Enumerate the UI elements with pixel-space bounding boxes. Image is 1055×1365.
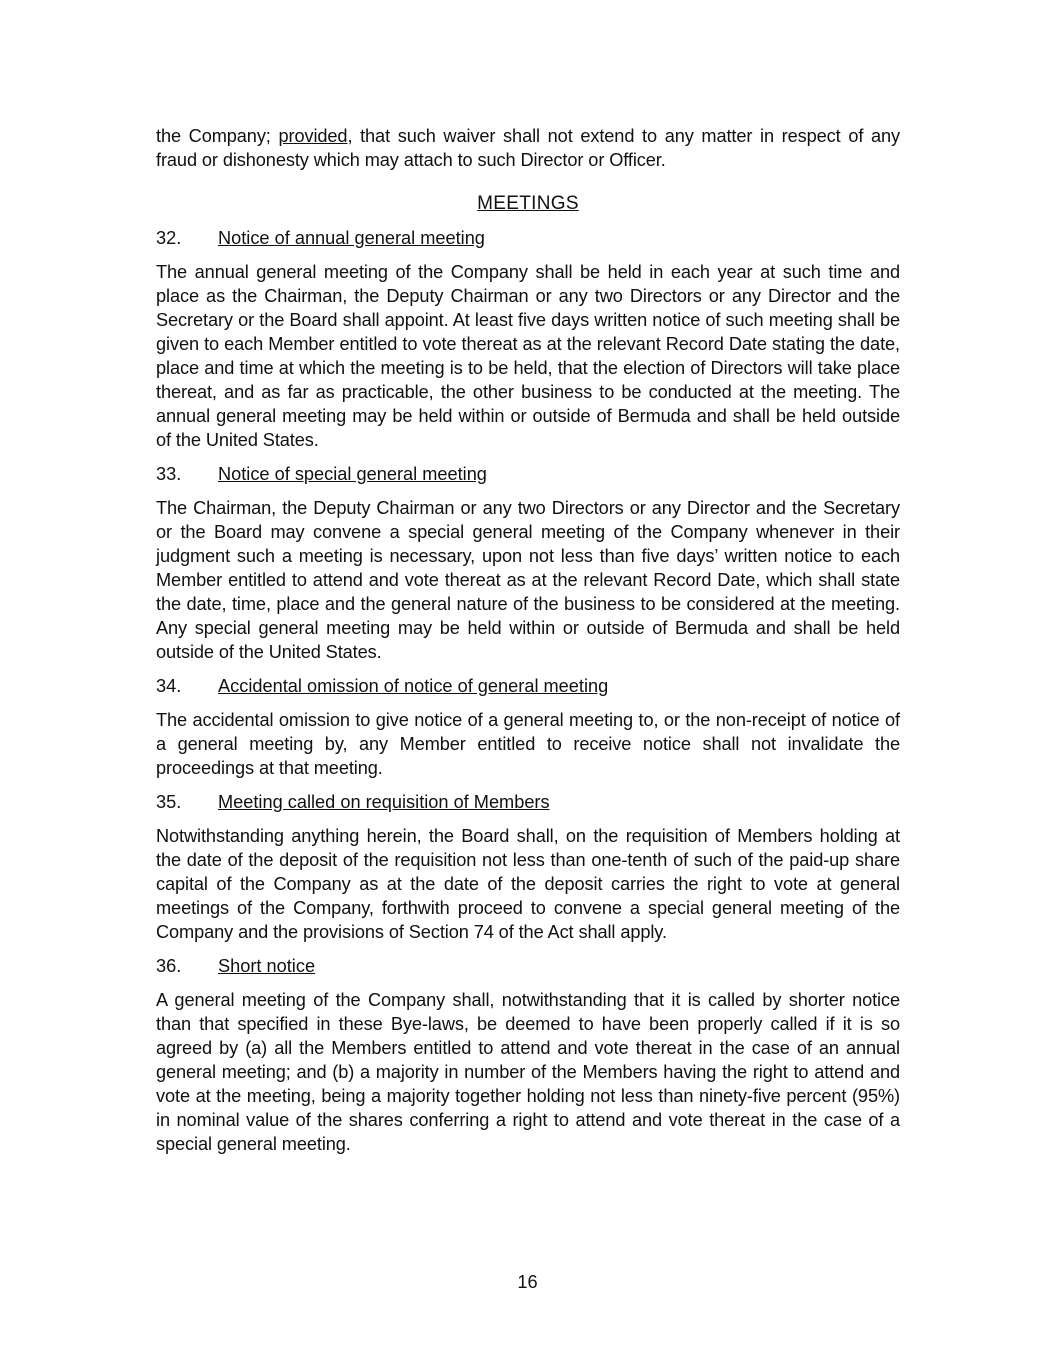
page-number: 16 (517, 1272, 538, 1292)
clause-35 (156, 790, 900, 944)
clause-title: Notice of special general meeting (218, 464, 487, 484)
clause-title: Notice of annual general meeting (218, 228, 485, 248)
intro-lead: the Company; (156, 126, 279, 146)
clause-32 (156, 226, 900, 452)
clause-header (156, 462, 900, 486)
document-page (156, 124, 900, 1166)
clause-title: Accidental omission of notice of general meeting (218, 676, 609, 696)
section-heading: MEETINGS (477, 193, 579, 214)
clause-body: The Chairman, the Deputy Chairman or any two Directors or any Director and the Secretary or the Board may convene a special general meeting of the Company whenever in their judgment such a meeting is necessary, upon not less than five days’ written notice to each Member entitled to attend and vote thereat as at the relevant Record Date, which shall state the date, time, place and the general nature of the business to be considered at the meeting. Any special general meeting may be held within or outside of Bermuda and shall be held outside of the United States. (156, 498, 900, 662)
intro-emphasis: provided (278, 126, 348, 146)
clause-body: Notwithstanding anything herein, the Board shall, on the requisition of Members holding at the date of the deposit of the requisition not less than one-tenth of such of the paid-up share capital of the Company as at the date of the deposit carries the right to vote at general meetings of the Company, forthwith proceed to convene a special general meeting of the Company and the provisions of Section 74 of the Act shall apply. (156, 826, 900, 942)
clause-header (156, 954, 900, 978)
clause-number: 34. (156, 676, 182, 696)
clause-header (156, 226, 900, 250)
clause-number: 36. (156, 956, 182, 976)
clause-number: 32. (156, 228, 182, 248)
clause-body: A general meeting of the Company shall, notwithstanding that it is called by shorter notice than that specified in these Bye-laws, be deemed to have been properly called if it is so agreed by (a) all the Members entitled to attend and vote thereat in the case of an annual general meeting; and (b) a majority in number of the Members having the right to attend and vote at the meeting, being a majority together holding not less than ninety-five percent (95%) in nominal value of the shares conferring a right to attend and vote thereat in the case of a special general meeting. (156, 990, 900, 1154)
clause-34 (156, 674, 900, 780)
intro-paragraph (156, 124, 900, 172)
clause-number: 35. (156, 792, 182, 812)
clause-number: 33. (156, 464, 182, 484)
clause-body: The accidental omission to give notice of a general meeting to, or the non-receipt of notice of a general meeting by, any Member entitled to receive notice shall not invalidate the proceedings at that meeting. (156, 710, 900, 778)
clause-33 (156, 462, 900, 664)
intro-rest: , that such waiver shall not extend to any matter in respect of any fraud or dishonesty which may attach to such Director or Officer. (156, 126, 900, 170)
clause-body: The annual general meeting of the Company shall be held in each year at such time and place as the Chairman, the Deputy Chairman or any two Directors or any Director and the Secretary or the Board shall appoint. At least five days written notice of such meeting shall be given to each Member entitled to vote thereat as at the relevant Record Date stating the date, place and time at which the meeting is to be held, that the election of Directors will take place thereat, and as far as practicable, the other business to be conducted at the meeting. The annual general meeting may be held within or outside of Bermuda and shall be held outside of the United States. (156, 262, 900, 450)
clause-header (156, 674, 900, 698)
clause-header (156, 790, 900, 814)
clause-title: Short notice (218, 956, 316, 976)
clause-title: Meeting called on requisition of Members (218, 792, 550, 812)
clause-36 (156, 954, 900, 1156)
